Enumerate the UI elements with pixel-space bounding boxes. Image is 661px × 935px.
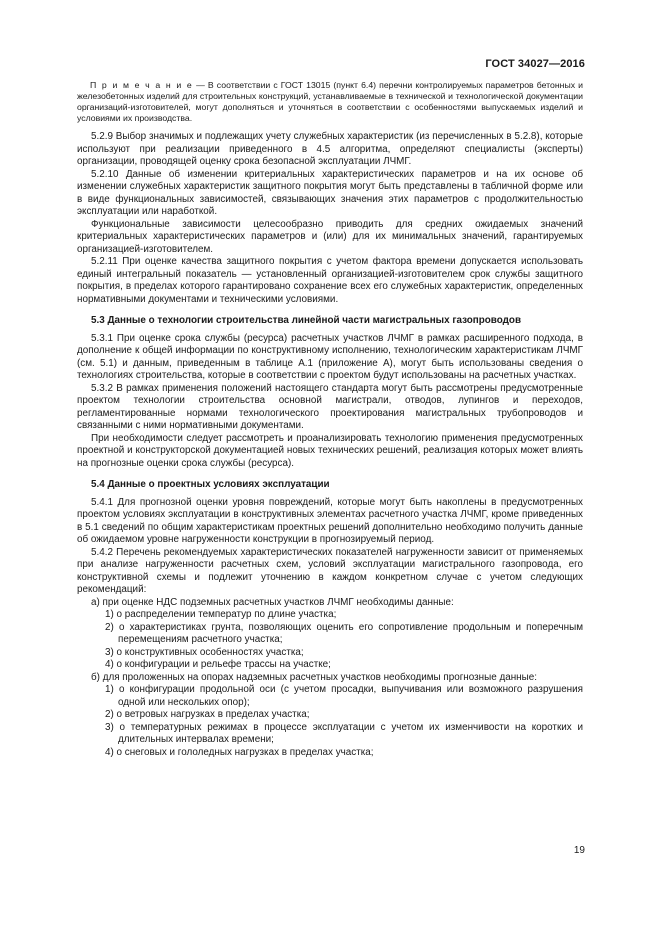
list-b-title: б) для проложенных на опорах надземных расчетных участков необходимы прогнозные данные: bbox=[91, 671, 537, 683]
paragraph-functional-dependencies: Функциональные зависимости целесообразно приводить для средних ожидаемых значений критериальных характеристических параметров и (или) для их минимальных значений, гарантируемых организацией-изготовителем. bbox=[77, 218, 583, 255]
list-item: 3) о температурных режимах в процессе эксплуатации с учетом их изменчивости на коротких и длительных интервалах времени; bbox=[105, 721, 583, 746]
list-item: 2) о характеристиках грунта, позволяющих оценить его сопротивление продольным и поперечным перемещениям расчетного участка; bbox=[105, 621, 583, 646]
page-number: 19 bbox=[573, 845, 585, 856]
list-item: 4) о снеговых и гололедных нагрузках в пределах участка; bbox=[105, 746, 374, 758]
list-item: 1) о конфигурации продольной оси (с учетом просадки, выпучивания или возможного разрушения одной или нескольких опор); bbox=[105, 684, 583, 708]
note-text: — В соответствии с ГОСТ 13015 (пункт 6.4) перечни контролируемых параметров бетонных и железобетонных изделий для строительных конструкций, устанавливаемые в технической и технологической документации организаций-изготовителей, могут дополняться и уточняться в соответствии с особенностями выпускаемых изделий и условиями их производства. bbox=[77, 80, 583, 124]
note-paragraph bbox=[77, 80, 583, 124]
list-item: 4) о конфигурации и рельефе трассы на участке; bbox=[105, 659, 331, 671]
paragraph-5-2-11: 5.2.11 При оценке качества защитного покрытия с учетом фактора времени допускается использовать единый интегральный показатель — установленный организацией-изготовителем срок службы защитного покрытия, в пределах которого гарантировано сохранение всех его служебных характеристик, определенных нормативными документами и техническими условиями. bbox=[77, 256, 583, 305]
list-item: 3) о конструктивных особенностях участка; bbox=[105, 646, 304, 658]
paragraph-5-4-1: 5.4.1 Для прогнозной оценки уровня повреждений, которые могут быть накоплены в предусмотренных проектом условиях эксплуатации в конструктивных элементах расчетного участка ЛЧМГ, кроме приведенных в 5.1 сведений по общим характеристикам проектных решений дополнительно необходимо получить данные об ожидаемом уровне нагруженности конструкции в прогнозируемый период. bbox=[77, 496, 583, 546]
paragraph-5-3-2: 5.3.2 В рамках применения положений настоящего стандарта могут быть рассмотрены предусмотренные проектом технологии строительства основной магистрали, отводов, лупингов и переходов, регламентированные нормами технологического проектирования магистральных трубопроводов и связанными с ними нормативными документами. bbox=[77, 382, 583, 432]
list-item: 2) о ветровых нагрузках в пределах участка; bbox=[105, 709, 310, 721]
paragraph-5-3-1: 5.3.1 При оценке срока службы (ресурса) расчетных участков ЛЧМГ в рамках расширенного подхода, в дополнение к общей информации по конструктивному исполнению, технологическим характеристикам ЛЧМГ (см. 5.1) и данным, приведенным в таблице А.1 (приложение А), могут быть использованы сведения о технологиях строительства, которые в соответствии с проектом будут использованы на расчетных участках. bbox=[77, 332, 583, 382]
paragraph-5-2-9: 5.2.9 Выбор значимых и подлежащих учету служебных характеристик (из перечисленных в 5.2.8), которые используют при реализации приведенного в 4.5 алгоритма, определяют специалисты (эксперты) организации, проводящей оценку срока безопасной эксплуатации ЛЧМГ. bbox=[77, 131, 583, 168]
list-item: 1) о распределении температур по длине участка; bbox=[105, 609, 337, 621]
list-a-title: а) при оценке НДС подземных расчетных участков ЛЧМГ необходимы данные: bbox=[91, 596, 454, 608]
document-header: ГОСТ 34027—2016 bbox=[485, 58, 585, 70]
paragraph-if-necessary: При необходимости следует рассмотреть и проанализировать технологию применения предусмотренных проектной и конструкторской документацией новых технических решений, реализация которых может влиять на прогнозные оценки срока службы (ресурса). bbox=[77, 432, 583, 469]
page-content bbox=[77, 80, 583, 759]
note-label: П р и м е ч а н и е bbox=[90, 80, 194, 90]
paragraph-5-4-2: 5.4.2 Перечень рекомендуемых характеристических показателей нагруженности зависит от применяемых при анализе нагруженности расчетных схем, условий эксплуатации магистрального газопровода, его конструктивной схемы и подлежит уточнению в каждом конкретном случае с учетом следующих рекомендаций: bbox=[77, 546, 583, 596]
section-heading-5-3: 5.3 Данные о технологии строительства линейной части магистральных газопроводов bbox=[91, 315, 522, 327]
section-heading-5-4: 5.4 Данные о проектных условиях эксплуатации bbox=[91, 479, 330, 491]
paragraph-5-2-10: 5.2.10 Данные об изменении критериальных характеристических параметров и на их основе об изменении служебных характеристик защитного покрытия могут быть представлены в табличной форме или в виде функциональных зависимостей, связывающих значения этих параметров с продолжительностью эксплуатации или наработкой. bbox=[77, 168, 583, 218]
